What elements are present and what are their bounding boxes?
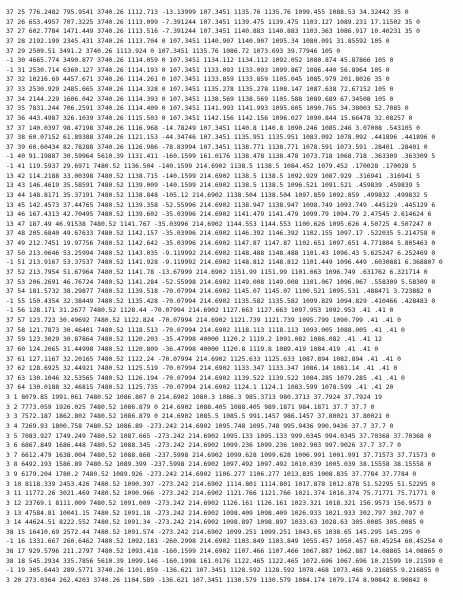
data-row: 37 32 10216.69 4457.671 3740.26 1114.261 0 107.3451 1133.859 1133.859 1105.045 1085.979 201.8026 35 0	[6, 75, 390, 84]
data-row: -1 56 128.171 31.2677 7480.52 1128.44 -70.07994 214.6902 1127.663 1127.663 1097.953 1092.953 .41 .41 0	[6, 306, 394, 315]
data-row: 3 3 7572.187 1862.802 7480.52 1086.879 0 214.6902 1085.5 1085.5 991.1457 986.1457 37.80021 37.80021 0	[6, 412, 390, 421]
data-row: 37 35 7831.244 706.2591 3740.26 1114.409 0 107.3451 1141.993 1141.993 1095.605 1090.765 34.38003 52.7085 0	[6, 104, 409, 113]
data-row: 3 13 47584.81 10041.15 7480.52 1091.18 -273.242 214.6902 1098.409 1098.409 1026.933 1021.933 302.797 302.797 0	[6, 508, 424, 517]
data-row: 3 11 11772.26 3021.469 7480.52 1090.966 -273.242 214.6902 1121.766 1121.766 1021.374 1016.374 75.71771 75.71771 0	[6, 489, 436, 498]
data-row: 37 50 213.0646 53.25994 7480.52 1143.035 -9.119992 214.6902 1148.488 1148.488 1101.43 1096.43 5.625247 6.252469 0	[6, 248, 436, 257]
data-row: 3 12 23769.1 8111.009 7480.52 1091.009 -273.242 214.6902 1126.161 1126.161 1023.321 1018.321 156.9573 156.9573 0	[6, 498, 432, 507]
data-row: -1 16 1331.667 260.6462 7480.52 1092.181 -260.2998 214.6902 1103.849 1103.849 1055.457 1050.457 60.45254 60.45254 0	[6, 537, 443, 546]
data-row: 3 9 6179.204 1780.2 7480.52 1089.926 -273.242 214.6902 1106.277 1106.277 1013.835 1008.835 37.7784 37.7784 0	[6, 470, 417, 478]
data-row: 37 37 140.0397 98.47198 3740.26 1116.968 -14.78249 107.3451 1140.8 1140.8 1090.246 1085.246 3.07008 .543105 0	[6, 123, 420, 132]
data-row: 3 2 7773.059 1926.025 7480.52 1086.879 0 214.6902 1088.405 1088.405 989.1871 984.1871 37.7 37.7 0	[6, 402, 375, 411]
data-row: 3 10 8118.339 2453.426 7480.52 1090.397 -273.242 214.6902 1114.801 1114.801 1017.878 1012.878 51.52295 51.52295 0	[6, 479, 436, 488]
data-row: 37 39 60.60434 82.78288 3740.26 1126.986 -78.83994 107.3451 1138.771 1138.771 1078.591 1073.591 .28401 .28401 0	[6, 142, 428, 151]
data-row: 37 54 181.5732 38.29877 7480.52 1139.518 -70.07994 214.6902 1145.07 1145.07 1100.521 1095.531 .488471 3.723882 0	[6, 287, 432, 296]
data-row: 38 15 16410.69 2572.44 7480.52 1091.574 -273.242 214.6902 1099.251 1099.251 1043.65 1038.65 145.295 145.295 0	[6, 527, 420, 536]
data-row: 37 61 127.1167 32.20165 7480.52 1122.24 -70.07994 214.6902 1125.633 1125.633 1087.894 1082.894 .41 .41 0	[6, 354, 401, 363]
data-row: 37 34 2144.229 1606.042 3740.26 1114.393 0 107.3451 1138.569 1138.569 1105.588 1089.689 67.34508 105 0	[6, 94, 394, 103]
data-row: 37 26 653.4957 707.3225 3740.26 1113.099 -7.391244 107.3451 1139.475 1139.475 1103.127 1089.231 17.11502 35 0	[6, 17, 420, 26]
data-row: 37 33 2530.929 2485.665 3740.26 1114.328 0 107.3451 1135.278 1135.278 1108.147 1087.638 72.67152 105 0	[6, 85, 394, 93]
data-row: 37 52 213.7954 51.67964 7480.52 1141.78 -13.67999 214.6902 1151.99 1151.99 1101.063 1096.749 .631762 6.321714 0	[6, 267, 428, 276]
data-row: -1 55 150.4354 32.38449 7480.52 1135.428 -70.07994 214.6902 1135.582 1135.582 1099.829 1094.829 .410466 .428483 0	[6, 296, 436, 305]
data-row: 3 7 6612.479 1638.004 7480.52 1088.868 -237.5998 214.6902 1099.628 1099.628 1006.991 1001.991 37.71573 37.71573 0	[6, 450, 436, 459]
data-row: -1 40 91.19887 30.59964 5610.39 1131.411 -160.1599 161.0176 1138.478 1138.478 1073.718 1068.718 .363309 .363309 5	[6, 152, 436, 161]
data-row: 3 4 7269.93 1800.758 7480.52 1086.89 -273.242 214.6902 1095.748 1095.748 995.9436 990.9436 37.7 37.7 0	[6, 421, 394, 430]
data-row: 13 46 167.4313 42.70495 7480.52 1139.602 -35.03996 214.6902 1141.479 1141.479 1099.79 1094.79 2.47545 2.614624 6	[6, 210, 432, 219]
data-row: -1 30 4665.774 3490.877 3740.26 1114.059 0 107.3451 1134.112 1134.112 1092.052 1080.874 45.87866 105 0	[6, 56, 394, 65]
data-row: 13 47 187.49 46.91538 7480.52 1141.767 -35.03996 214.6902 1144.553 1144.553 1100.626 1095.626 4.50725 4.507247 0	[6, 219, 432, 228]
data-row: 37 49 212.7451 19.97756 7480.52 1142.642 -35.03996 214.6902 1147.87 1147.87 1102.651 1097.651 4.771804 5.805463 0	[6, 239, 436, 247]
data-row: 37 59 123.3029 30.87864 7480.52 1120.203 -35.47998 40000 1120.2 1119.2 1091.082 1086.082 .41 .41 12	[6, 335, 382, 344]
data-row: 37 58 121.7873 30.46401 7480.52 1118.513 -70.07994 214.6902 1118.113 1118.113 1093.005 1088.005 .41 .41 0	[6, 325, 405, 334]
data-row: 3 1 8079.85 1991.061 7480.52 1086.807 0 214.6902 1080.3 1086.3 985.3713 980.3713 37.7924 37.7924 19	[6, 393, 382, 401]
data-row: 37 27 602.7784 1471.449 3740.26 1113.516 -7.391244 107.3451 1140.883 1140.883 1103.363 1086.917 10.40231 35 0	[6, 27, 420, 36]
data-row: 37 36 443.4987 326.1039 3740.26 1115.503 0 107.3451 1142.156 1142.156 1096.027 1090.844 15.66478 32.08257 0	[6, 113, 413, 122]
data-row: 13 42 114.2188 33.00398 7480.52 1138.715 -140.1599 214.6902 1138.5 1138.5 1092.929 1087.929 .316941 .316941 5	[6, 171, 420, 180]
data-row: 3 6 6867.849 1686.448 7480.52 1088.345 -273.242 214.6902 1099.236 1099.236 1002.903 997.9026 37.7 37.7 0	[6, 441, 401, 450]
data-row: 37 25 776.2482 795.9541 3740.26 1112.713 -13.13999 107.3451 1135.76 1135.76 1099.455 1088.53 34.32442 35 0	[6, 8, 409, 16]
data-row: 37 62 128.6925 32.44921 7480.52 1125.519 -70.07994 214.6902 1133.347 1133.347 1086.14 1081.14 .41 .41 0	[6, 364, 398, 373]
data-row: 38 17 929.5796 211.2797 7480.52 1093.418 -160.1599 214.6902 1107.466 1107.466 1067.887 1062.887 14.08865 14.08865 0	[6, 547, 443, 555]
data-row: 3 5 7083.927 1749.249 7480.52 1087.665 -273.242 214.6902 1095.133 1095.133 999.0345 994.0345 37.70368 37.70368 0	[6, 431, 432, 440]
data-row: 37 53 206.2691 46.76724 7480.52 1141.284 -52.55998 214.6902 1149.008 1149.008 1101.067 1096.067 .558309 5.58309 0	[6, 277, 436, 286]
data-row: 37 28 2192.199 2345.431 3740.26 1113.704 0 107.3451 1140.907 1140.907 1095.34 1080.091 31.85592 105 0	[6, 36, 390, 45]
data-row: 38 18 545.2934 335.7856 5610.39 1099.146 -160.1998 161.0176 1122.465 1122.465 1072.696 1067.696 10.21599 10.21599 0	[6, 556, 443, 565]
data-row: 37 57 123.723 30.49692 7480.52 1122.824 -70.07994 214.6902 1121.739 1121.739 1095.799 1090.799 .41 .41 0	[6, 316, 401, 324]
data-row: 37 64 130.0188 32.46815 7480.52 1125.735 -70.07994 214.6902 1124.1 1124.1 1083.599 1078.599 .41 .41 20	[6, 383, 394, 392]
data-row: 37 63 130.1046 32.53565 7480.52 1126.194 -70.07994 214.6902 1139.522 1139.522 1084.285 1079.285 .41 .41 0	[6, 373, 405, 382]
data-row: 13 45 142.4573 37.44765 7480.52 1139.358 -52.55996 214.6902 1138.947 1138.947 1098.749 1093.749 .445129 .445129 6	[6, 200, 436, 209]
data-row: 3 14 44624.51 8222.552 7480.52 1091.34 -273.242 214.6902 1098.897 1098.897 1033.63 1028.63 305.0085 305.0085 0	[6, 518, 424, 527]
data-row: 13 43 146.4619 35.58591 7480.52 1139.009 -140.1599 214.6902 1138.5 1138.5 1096.521 1091.521 .459839 .459839 5	[6, 181, 420, 190]
data-listing	[6, 8, 458, 586]
data-row: -1 41 119.5937 29.6971 7480.52 1136.504 -140.1599 214.6902 1138.5 1138.5 1084.452 1079.452 .170028 .170028 5	[6, 162, 417, 170]
data-row: 3 20 273.0364 262.4203 3740.26 1104.589 -136.621 107.3451 1130.579 1130.579 1084.174 1079.174 8.90842 8.90842 0	[6, 575, 428, 584]
data-row: 37 29 2509.51 3491.2 3740.26 1113.924 0 107.3451 1135.76 1086.72 1073.693 39.77946 105 0	[6, 46, 341, 55]
data-row: 3 8 6492.193 1586.89 7480.52 1089.399 -237.5998 214.6902 1097.492 1097.492 1010.039 1005.039 38.15558 38.15558 0	[6, 460, 432, 469]
data-row: 37 38 60.07152 61.89388 3740.26 1121.153 -44.34746 107.3451 1135.951 1135.951 1083.092 1078.092 .441896 .441896 0	[6, 133, 436, 142]
data-row: 37 60 124.2065 31.44998 7480.52 1120.809 -36.47998 40000 1120.8 1119.8 1089.419 1084.419 .41 .41 0	[6, 344, 379, 353]
data-row: -1 19 305.6443 289.5771 3740.26 1101.859 -136.621 107.3451 1128.592 1128.592 1078.468 1073.468 9.216855 9.216855 0	[6, 566, 439, 575]
data-row: -1 51 213.9167 53.37537 7480.52 1141.928 -9.119992 214.6902 1148.812 1148.812 1101.449 1096.449 .6030881 6.368807 0	[6, 258, 443, 267]
data-row: 37 48 205.6840 49.67633 7480.52 1142.157 -35.03996 214.6902 1146.392 1146.392 1102.155 1097.17 .522035 5.214758 0	[6, 229, 436, 238]
data-row: -1 31 2530.714 6360.127 3740.26 1114.193 0 107.3451 1133.093 1133.093 1099.867 1086.440 56.8964 105 0	[6, 65, 390, 74]
data-row: 13 44 148.8171 35.37191 7480.52 1138.848 -105.12 214.6902 1138.504 1138.504 1097.859 1092.859 .499832 .499832 5	[6, 190, 428, 199]
